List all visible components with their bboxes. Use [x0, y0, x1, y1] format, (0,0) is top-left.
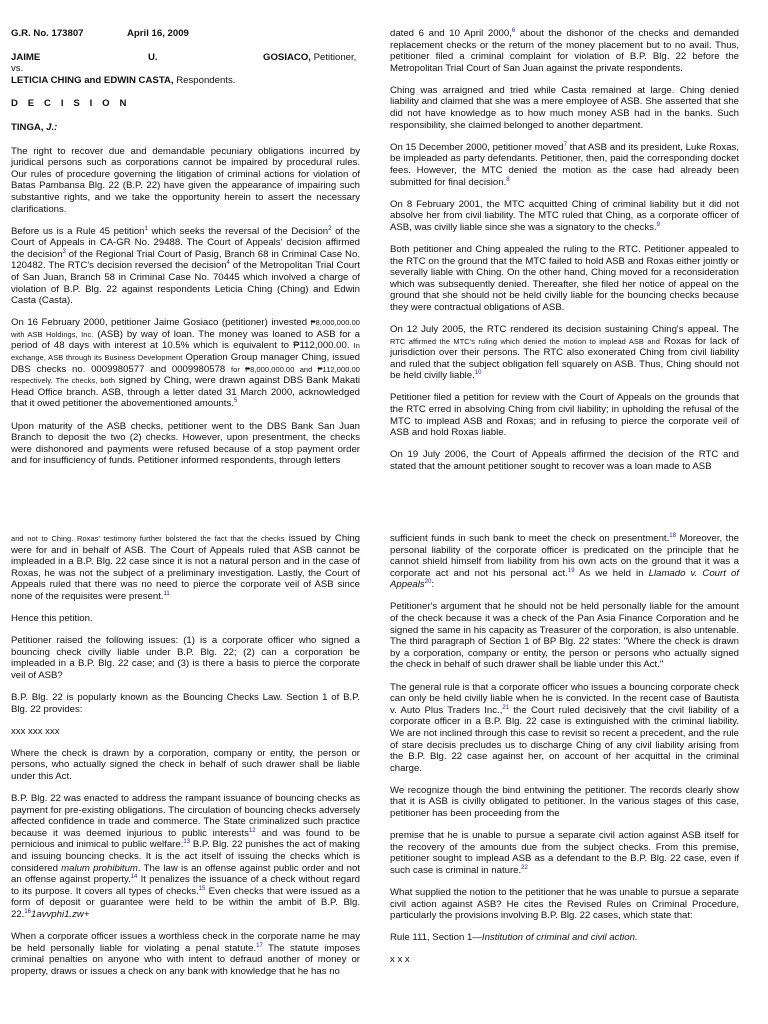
paragraph: On 8 February 2001, the MTC acquitted Ching of criminal liability but it did not absolve her from civil liability. The MTC ruled that Ching, as a corporate officer of ASB, was civilly liable since she was a signatory to the checks.$^9$ [390, 198, 739, 233]
footnote-link[interactable]: 20 [424, 579, 432, 586]
respondents-line: LETICIA CHING and EDWIN CASTA, Respondents. [11, 74, 236, 86]
paragraph: Hence this petition. [11, 613, 93, 625]
paragraph: On 12 July 2005, the RTC rendered its decision sustaining Ching's appeal. The RTC affirmed the MTC's ruling which denied the motion to implead ASB and Roxas for lack of jurisdiction over their persons. The RTC also exonerated Ching from civil liability and ruled that the subject obligation fell squarely on ASB. Thus, Ching should not be held civilly liable.$^{10}$ [390, 323, 739, 382]
footnote-link[interactable]: 21 [502, 704, 510, 711]
paragraph: premise that he is unable to pursue a separate civil action against ASB itself for the recovery of the amounts due from the subject checks. From this premise, petitioner sought to implead ASB as a defendant to the B.P. Blg. 22 case, even if such case is criminal in nature.$^{22}$ [390, 830, 739, 876]
paragraph: sufficient funds in such bank to meet the check on presentment.$^{18}$ Moreover, the personal liability of the corporate officer is predicated on the principle that he cannot shield himself from liability from his own acts on the ground that it was a corporate act and not his personal act.$^{19}$ As we held in Llamado v. Court of Appeals$^{20}$: [390, 532, 739, 591]
paragraph: Rule 111, Section 1—Institution of criminal and civil action. [390, 932, 638, 944]
footnote-link[interactable]: 7 [563, 141, 567, 148]
footnote-link[interactable]: 22 [521, 864, 528, 871]
right-column-top [390, 28, 739, 483]
footnote-link[interactable]: 19 [567, 567, 575, 574]
footnote-link[interactable]: 5 [233, 398, 238, 405]
footnote-link[interactable]: 8 [506, 176, 510, 183]
petitioner-role: Petitioner, [310, 51, 357, 63]
petitioner-surname: GOSIACO, Petitioner, [263, 51, 357, 63]
paragraph: x x x [390, 954, 410, 966]
paragraph: The general rule is that a corporate officer who issues a bouncing corporate check can only be held civilly liable when he is convicted. In the recent case of Bautista v. Auto Plus Traders Inc.,$^{21}$ the Court ruled decisively that the civil liability of a corporate officer in a B.P. Blg. 22 case is extinguished with the criminal liability. We are not inclined through this case to revisit so recent a precedent, and the rule of stare decisis precludes us to discharge Ching of any civil liability arising from the B.P. Blg. 22 case against her, on account of her acquittal in the criminal charge. [390, 681, 739, 774]
paragraph: On 16 February 2000, petitioner Jaime Gosiaco (petitioner) invested ₱8,000,000.00 with ASB Holdings, Inc. (ASB) by way of loan. The money was loaned to ASB for a period of 48 days with interest at 10.5% which is equivalent to ₱112,000.00. In exchange, ASB through its Business Development Operation Group manager Ching, issued DBS checks no. 0009980577 and 0009980578 for ₱8,000,000.00 and ₱112,000.00 respectively. The checks, both signed by Ching, were drawn against DBS Bank Makati Head Office branch. ASB, through a letter dated 31 March 2000, acknowledged that it owed petitioner the abovementioned amounts.$^5$ [11, 317, 360, 410]
paragraph: Where the check is drawn by a corporation, company or entity, the person or persons, who actually signed the check in behalf of such drawer shall be liable under this Act. [11, 747, 360, 782]
paragraph: Upon maturity of the ASB checks, petitioner went to the DBS Bank San Juan Branch to deposit the two (2) checks. However, upon presentment, the checks were dishonored and payments were refused because of a stop payment order and for insufficiency of funds. Petitioner informed respondents, through letters [11, 420, 360, 467]
paragraph: Petitioner filed a petition for review with the Court of Appeals on the grounds that the RTC erred in absolving Ching from civil liability; in upholding the refusal of the MTC to implead ASB and Roxas; and in refusing to pierce the corporate veil of ASB and hold Roxas liable. [390, 392, 739, 439]
footnote-link[interactable]: 15 [198, 885, 206, 892]
footnote-link[interactable]: 11 [163, 590, 170, 597]
footnote-link[interactable]: 17 [256, 942, 263, 949]
left-column-top [11, 28, 360, 477]
paragraph: Both petitioner and Ching appealed the ruling to the RTC. Petitioner appealed to the RTC on the ground that the MTC failed to hold ASB and Roxas either jointly or severally liable with Ching. On the other hand, Ching moved for a reconsideration which was subsequently denied. Thereafter, she filed her notice of appeal on the ground that she should not be held civilly liable for the bouncing checks because they were contractual obligations of ASB. [390, 243, 739, 313]
petitioner-line [11, 52, 360, 64]
paragraph: The right to recover due and demandable pecuniary obligations incurred by juridical persons such as corporations cannot be impaired by procedural rules. Our rules of procedure governing the litigation of criminal actions for violation of Batas Pambansa Blg. 22 (B.P. 22) have given the appearance of impairing such substantive rights, and we take the opportunity herein to assert the necessary clarifications. [11, 145, 360, 215]
paragraph: xxx xxx xxx [11, 725, 60, 737]
paragraph: Before us is a Rule 45 petition$^1$ which seeks the reversal of the Decision$^2$ of the Court of Appeals in CA-GR No. 29488. The Court of Appeals' decision affirmed the decision$^3$ of the Regional Trial Court of Pasig, Branch 68 in Criminal Case No. 120482. The RTC's decision reversed the decision$^4$ of the Metropolitan Trial Court of San Juan, Branch 58 in Criminal Case No. 70445 which involved a charge of violation of B.P. Blg. 22 against respondents Leticia Ching (Ching) and Edwin Casta (Casta). [11, 225, 360, 307]
paragraph: On 15 December 2000, petitioner moved$^7$ that ASB and its president, Luke Roxas, be impleaded as party defendants. Petitioner, then, paid the corresponding docket fees. However, the MTC denied the motion as the case had already been submitted for final decision.$^8$ [390, 141, 739, 188]
paragraph: We recognize though the bind entwining the petitioner. The records clearly show that it is ASB is civilly obligated to petitioner. In the various stages of this case, petitioner has been proceeding from the [390, 784, 739, 819]
footnote-link[interactable]: 10 [474, 370, 482, 377]
footnote-link[interactable]: 9 [656, 221, 660, 228]
footnote-link[interactable]: 13 [183, 839, 191, 846]
decision-heading: D E C I S I O N [11, 98, 131, 110]
footnote-link[interactable]: 6 [511, 27, 516, 34]
paragraph: Petitioner's argument that he should not be held personally liable for the amount of the check because it was a check of the Pan Asia Finance Corporation and he signed the same in his capacity as Treasurer of the corporation, is also untenable. The third paragraph of Section 1 of BP Blg. 22 states: "Where the check is drawn by a corporation, company or entity, the person or persons who actually signed the check in behalf of such drawer shall be liable under this Act." [390, 601, 739, 671]
ponente: TINGA, J.: [11, 121, 58, 133]
petitioner-middle-initial: U. [148, 51, 158, 63]
paragraph: Ching was arraigned and tried while Casta remained at large. Ching denied liability and claimed that she was a mere employee of ASB. She asserted that she did not have knowledge as to how much money ASB had in the banks. Such responsibility, she claimed belonged to another department. [390, 84, 739, 131]
paragraph: Petitioner raised the following issues: (1) is a corporate officer who signed a bouncing check civilly liable under B.P. Blg. 22; (2) can a corporation be impleaded in a B.P. Blg. 22 case; and (3) is there a basis to pierce the corporate veil of ASB? [11, 635, 360, 681]
footnote-link[interactable]: 12 [248, 827, 256, 834]
paragraph: What supplied the notion to the petitioner that he was unable to pursue a separate civil action against ASB? He cites the Revised Rules on Criminal Procedure, particularly the provisions involving B.P. Blg. 22 cases, which state that: [390, 886, 739, 922]
petitioner-first-name: JAIME [11, 51, 41, 63]
paragraph: B.P. Blg. 22 was enacted to address the rampant issuance of bouncing checks as payment for pre-existing obligations. The circulation of bouncing checks adversely affected confidence in trade and commerce. The State criminalized such practice because it was deemed injurious to public interests$^{12}$ and was found to be pernicious and inimical to public welfare.$^{13}$ B.P. Blg. 22 punishes the act of making and issuing bouncing checks. It is the act itself of issuing the checks which is considered malum prohibitum. The law is an offense against public order and not an offense against property.$^{14}$ It penalizes the issuance of a check without regard to its purpose. It covers all types of checks.$^{15}$ Even checks that were issued as a form of deposit or guarantee were held to be within the ambit of B.P. Blg. 22.161avvphi1.zw+ [11, 793, 360, 921]
paragraph: B.P. Blg. 22 is popularly known as the Bouncing Checks Law. Section 1 of B.P. Blg. 22 provides: [11, 692, 360, 715]
footnote-link[interactable]: 14 [130, 874, 138, 881]
footnote-link[interactable]: 18 [669, 532, 676, 539]
footnote-link[interactable]: 16 [24, 908, 32, 915]
footnote-link[interactable]: 4 [226, 260, 230, 267]
paragraph: On 19 July 2006, the Court of Appeals affirmed the decision of the RTC and stated that the amount petitioner sought to recover was a loan made to ASB [390, 449, 739, 472]
left-column-bottom [11, 533, 360, 988]
respondents-role: Respondents. [173, 74, 236, 86]
gr-number: G.R. No. 173807 [11, 28, 84, 39]
decision-date: April 16, 2009 [127, 28, 189, 39]
footnote-link[interactable]: 2 [328, 225, 332, 232]
footnote-link[interactable]: 1 [144, 225, 148, 232]
case-header [11, 28, 360, 40]
paragraph: dated 6 and 10 April 2000,$^6$ about the dishonor of the checks and demanded replacement checks or the return of the money placement but to no avail. Thus, petitioner filed a criminal complaint for violation of B.P. Blg. 22 before the Metropolitan Trial Court of San Juan against the private respondents. [390, 27, 739, 74]
footnote-link[interactable]: 3 [62, 248, 66, 255]
paragraph: and not to Ching. Roxas' testimony further bolstered the fact that the checks issued by Ching were for and in behalf of ASB. The Court of Appeals ruled that ASB cannot be impleaded in a B.P. Blg. 22 case since it is not a natural person and in the case of Roxas, he was not the subject of a preliminary investigation. Lastly, the Court of Appeals ruled that there was no need to pierce the corporate veil of ASB since none of the requisites were present.$^{11}$ [11, 533, 360, 602]
right-column-bottom [390, 533, 739, 976]
versus: vs. [11, 63, 24, 75]
paragraph: When a corporate officer issues a worthless check in the corporate name he may be held personally liable for violating a penal statute.$^{17}$ The statute imposes criminal penalties on anyone who with intent to defraud another of money or property, draws or issues a check on any bank with knowledge that he has no [11, 931, 360, 977]
